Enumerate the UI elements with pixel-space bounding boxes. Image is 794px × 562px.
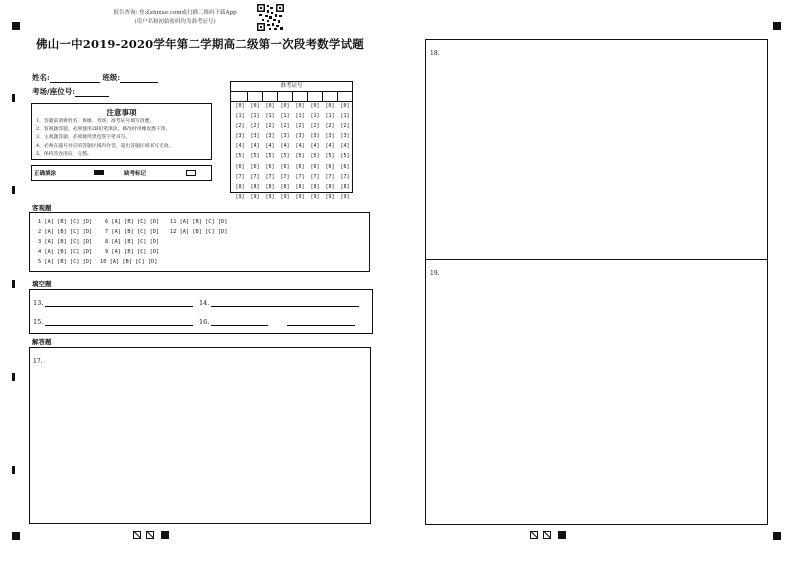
q18-number: 18. xyxy=(430,50,440,57)
timing-mark xyxy=(12,466,15,474)
exam-digit-bubble[interactable]: [6] xyxy=(340,163,350,170)
exam-digit-bubble[interactable]: [4] xyxy=(310,143,320,150)
exam-digit-bubble[interactable]: [0] xyxy=(295,103,305,109)
exam-digit-bubble[interactable]: [6] xyxy=(310,163,320,170)
objective-item[interactable]: 8 [A] [B] [C] [D] xyxy=(105,239,160,245)
exam-number-grid xyxy=(230,81,353,200)
exam-digit-bubble[interactable]: [9] xyxy=(325,193,335,200)
exam-digit-bubble[interactable]: [9] xyxy=(295,193,305,200)
exam-digit-bubble[interactable]: [7] xyxy=(325,173,335,180)
exam-digit-bubble[interactable]: [7] xyxy=(340,173,350,180)
objective-item[interactable]: 9 [A] [B] [C] [D] xyxy=(105,249,160,255)
corner-mark-bl xyxy=(12,532,20,540)
exam-digit-bubble[interactable]: [4] xyxy=(265,143,275,150)
q18-answer-area[interactable] xyxy=(425,39,768,260)
exam-digit-bubble[interactable]: [8] xyxy=(310,183,320,190)
exam-digit-bubble[interactable]: [2] xyxy=(280,123,290,130)
exam-digit-bubble[interactable]: [0] xyxy=(280,103,290,109)
exam-digit-bubble[interactable]: [5] xyxy=(325,153,335,160)
objective-item[interactable]: 12 [A] [B] [C] [D] xyxy=(170,229,228,235)
exam-digit-bubble[interactable]: [6] xyxy=(295,163,305,170)
q19-answer-area[interactable] xyxy=(425,259,768,525)
exam-digit-bubble[interactable]: [2] xyxy=(340,123,350,130)
timing-mark xyxy=(12,280,15,288)
name-class-row xyxy=(32,72,158,83)
corner-mark-tl xyxy=(12,22,20,30)
exam-digit-bubble[interactable]: [1] xyxy=(235,113,245,120)
name-field[interactable] xyxy=(50,74,100,83)
exam-digit-bubble[interactable]: [4] xyxy=(325,143,335,150)
qr-code-icon[interactable] xyxy=(257,4,284,31)
exam-digit-bubble[interactable]: [7] xyxy=(265,173,275,180)
corner-mark-tr xyxy=(773,22,781,30)
q15-row xyxy=(33,318,193,326)
q19-number: 19. xyxy=(430,270,440,277)
exam-digit-bubble[interactable]: [6] xyxy=(265,163,275,170)
exam-digit-bubble[interactable]: [9] xyxy=(310,193,320,200)
exam-digit-bubble[interactable]: [7] xyxy=(295,173,305,180)
objective-item[interactable]: 10 [A] [B] [C] [D] xyxy=(100,259,158,265)
exam-digit-bubble[interactable]: [7] xyxy=(250,173,260,180)
page-marker-slash xyxy=(530,531,538,539)
corner-mark-br xyxy=(773,532,781,540)
exam-digit-bubble[interactable]: [8] xyxy=(250,183,260,190)
exam-digit-bubble[interactable]: [7] xyxy=(280,173,290,180)
page-marker-slash xyxy=(543,531,551,539)
correct-fill-label: 正确填涂 xyxy=(34,171,57,177)
fill-blank-box xyxy=(29,289,373,334)
page-marker-filled xyxy=(161,531,169,539)
exam-digit-bubble[interactable]: [7] xyxy=(310,173,320,180)
q17-answer-area[interactable] xyxy=(29,347,371,524)
exam-digit-bubble[interactable]: [9] xyxy=(265,193,275,200)
exam-digit-bubble[interactable]: [6] xyxy=(235,163,245,170)
exam-digit-bubble[interactable]: [3] xyxy=(265,133,275,140)
q16-row xyxy=(199,318,355,326)
report-notice-line2: (用户名和初始密码均为准考证号) xyxy=(134,19,216,25)
q14-number: 14. xyxy=(199,299,210,307)
exam-number-header: 准考证号 xyxy=(231,82,352,92)
notice-title: 注意事项 xyxy=(106,108,137,117)
exam-digit-bubble[interactable]: [2] xyxy=(265,123,275,130)
timing-mark xyxy=(12,94,15,102)
exam-digit-bubble[interactable]: [1] xyxy=(295,113,305,120)
exam-column-divider xyxy=(307,91,308,101)
exam-digit-bubble[interactable]: [5] xyxy=(340,153,350,160)
seat-label: 考场/座位号: xyxy=(32,87,76,96)
q16-number: 16. xyxy=(199,318,210,326)
exam-column-divider xyxy=(337,91,338,101)
exam-digit-bubble[interactable]: [0] xyxy=(250,103,260,109)
exam-number-column xyxy=(338,101,352,202)
q15-number: 15. xyxy=(33,318,44,326)
exam-digit-bubble[interactable]: [4] xyxy=(340,143,350,150)
exam-digit-bubble[interactable]: [0] xyxy=(265,103,275,109)
exam-number-column xyxy=(233,101,247,202)
exam-digit-bubble[interactable]: [5] xyxy=(280,153,290,160)
seat-row xyxy=(32,86,109,97)
correct-fill-sample xyxy=(94,170,104,175)
q13-row xyxy=(33,299,193,307)
exam-digit-bubble[interactable]: [2] xyxy=(310,123,320,130)
exam-digit-bubble[interactable]: [1] xyxy=(250,113,260,120)
q14-row xyxy=(199,299,359,307)
timing-mark xyxy=(12,186,15,194)
exam-digit-bubble[interactable]: [4] xyxy=(295,143,305,150)
q13-answer-line[interactable] xyxy=(45,299,193,307)
exam-digit-bubble[interactable]: [9] xyxy=(235,193,245,200)
exam-digit-bubble[interactable]: [0] xyxy=(310,103,320,109)
absent-mark-label: 缺考标记 xyxy=(124,171,147,177)
exam-digit-bubble[interactable]: [8] xyxy=(295,183,305,190)
exam-digit-bubble[interactable]: [9] xyxy=(250,193,260,200)
exam-digit-bubble[interactable]: [5] xyxy=(310,153,320,160)
objective-item[interactable]: 2 [A] [B] [C] [D] xyxy=(38,229,93,235)
exam-digit-bubble[interactable]: [3] xyxy=(250,133,260,140)
exam-digit-bubble[interactable]: [8] xyxy=(340,183,350,190)
exam-number-column xyxy=(323,101,337,202)
exam-digit-bubble[interactable]: [3] xyxy=(280,133,290,140)
exam-number-column xyxy=(248,101,262,202)
exam-number-column xyxy=(263,101,277,202)
exam-digit-bubble[interactable]: [4] xyxy=(235,143,245,150)
notice-item: 5、保持答卷清洁、完整。 xyxy=(36,151,92,157)
absent-mark-checkbox[interactable] xyxy=(186,170,196,176)
q14-answer-line[interactable] xyxy=(211,299,359,307)
q15-answer-line[interactable] xyxy=(45,318,193,326)
objective-item[interactable]: 5 [A] [B] [C] [D] xyxy=(38,259,93,265)
exam-digit-bubble[interactable]: [6] xyxy=(250,163,260,170)
exam-digit-bubble[interactable]: [5] xyxy=(265,153,275,160)
q16-answer-line-2[interactable] xyxy=(287,318,355,326)
seat-field[interactable] xyxy=(75,88,109,97)
page-marker-filled xyxy=(558,531,566,539)
exam-column-divider xyxy=(277,91,278,101)
timing-mark xyxy=(12,373,15,381)
objective-item[interactable]: 4 [A] [B] [C] [D] xyxy=(38,249,93,255)
exam-digit-bubble[interactable]: [8] xyxy=(325,183,335,190)
exam-digit-bubble[interactable]: [1] xyxy=(325,113,335,120)
exam-digit-bubble[interactable]: [6] xyxy=(325,163,335,170)
report-notice-line1: 报告查询: 登录zhixue.com或扫描二维码下载App xyxy=(113,10,237,16)
exam-digit-bubble[interactable]: [8] xyxy=(235,183,245,190)
exam-column-divider xyxy=(247,91,248,101)
exam-digit-bubble[interactable]: [2] xyxy=(250,123,260,130)
exam-number-column xyxy=(293,101,307,202)
notice-box xyxy=(31,103,212,160)
exam-digit-bubble[interactable]: [2] xyxy=(235,123,245,130)
objective-answer-box xyxy=(29,212,370,272)
exam-digit-bubble[interactable]: [2] xyxy=(325,123,335,130)
objective-item[interactable]: 7 [A] [B] [C] [D] xyxy=(105,229,160,235)
notice-item: 2、客观题答题，必须使用2B铅笔填涂，修改时用橡皮擦干净。 xyxy=(36,127,171,133)
exam-digit-bubble[interactable]: [3] xyxy=(310,133,320,140)
exam-digit-bubble[interactable]: [0] xyxy=(325,103,335,109)
exam-digit-bubble[interactable]: [3] xyxy=(295,133,305,140)
exam-digit-bubble[interactable]: [1] xyxy=(310,113,320,120)
exam-digit-bubble[interactable]: [4] xyxy=(250,143,260,150)
exam-digit-bubble[interactable]: [3] xyxy=(325,133,335,140)
exam-digit-bubble[interactable]: [5] xyxy=(295,153,305,160)
objective-item[interactable]: 6 [A] [B] [C] [D] xyxy=(105,219,160,225)
exam-digit-bubble[interactable]: [0] xyxy=(235,103,245,109)
report-notice xyxy=(100,9,250,27)
exam-digit-bubble[interactable]: [1] xyxy=(340,113,350,120)
objective-section-label: 客观题 xyxy=(32,204,52,212)
objective-item[interactable]: 3 [A] [B] [C] [D] xyxy=(38,239,93,245)
exam-digit-bubble[interactable]: [3] xyxy=(235,133,245,140)
exam-digit-bubble[interactable]: [6] xyxy=(280,163,290,170)
exam-digit-bubble[interactable]: [2] xyxy=(295,123,305,130)
exam-digit-bubble[interactable]: [3] xyxy=(340,133,350,140)
exam-digit-bubble[interactable]: [1] xyxy=(280,113,290,120)
exam-column-divider xyxy=(262,91,263,101)
exam-digit-bubble[interactable]: [4] xyxy=(280,143,290,150)
q13-number: 13. xyxy=(33,299,44,307)
exam-digit-bubble[interactable]: [0] xyxy=(340,103,350,109)
notice-item: 1、答题前请将姓名、班级、考场、准考证号填写清楚。 xyxy=(36,119,155,124)
page-marker-slash xyxy=(133,531,141,539)
q16-answer-line-1[interactable] xyxy=(211,318,268,326)
notice-item: 3、主观题答题，必须使用黑色签字笔书写。 xyxy=(36,135,131,141)
page-title: 佛山一中2019-2020学年第二学期高二级第一次段考数学试题 xyxy=(36,37,364,51)
exam-number-column xyxy=(308,101,322,202)
exam-digit-bubble[interactable]: [5] xyxy=(250,153,260,160)
exam-digit-bubble[interactable]: [8] xyxy=(265,183,275,190)
class-field[interactable] xyxy=(120,74,158,83)
q17-number: 17. xyxy=(33,358,43,365)
name-label: 姓名: xyxy=(32,73,50,82)
fill-blank-section-label: 填空题 xyxy=(32,280,52,288)
objective-item[interactable]: 1 [A] [B] [C] [D] xyxy=(38,219,93,225)
exam-number-column xyxy=(278,101,292,202)
notice-item: 4、必须在题号对应的答题区域内作答，超出答题区域书写无效。 xyxy=(36,143,174,149)
exam-digit-bubble[interactable]: [8] xyxy=(280,183,290,190)
exam-digit-bubble[interactable]: [9] xyxy=(340,193,350,200)
exam-digit-bubble[interactable]: [7] xyxy=(235,173,245,180)
page-marker-slash xyxy=(146,531,154,539)
exam-digit-bubble[interactable]: [9] xyxy=(280,193,290,200)
fill-example xyxy=(31,165,212,181)
exam-digit-bubble[interactable]: [1] xyxy=(265,113,275,120)
exam-column-divider xyxy=(292,91,293,101)
class-label: 班级: xyxy=(102,73,121,82)
exam-digit-bubble[interactable]: [5] xyxy=(235,153,245,160)
exam-column-divider xyxy=(322,91,323,101)
answer-section-label: 解答题 xyxy=(32,338,52,346)
objective-item[interactable]: 11 [A] [B] [C] [D] xyxy=(170,219,228,225)
